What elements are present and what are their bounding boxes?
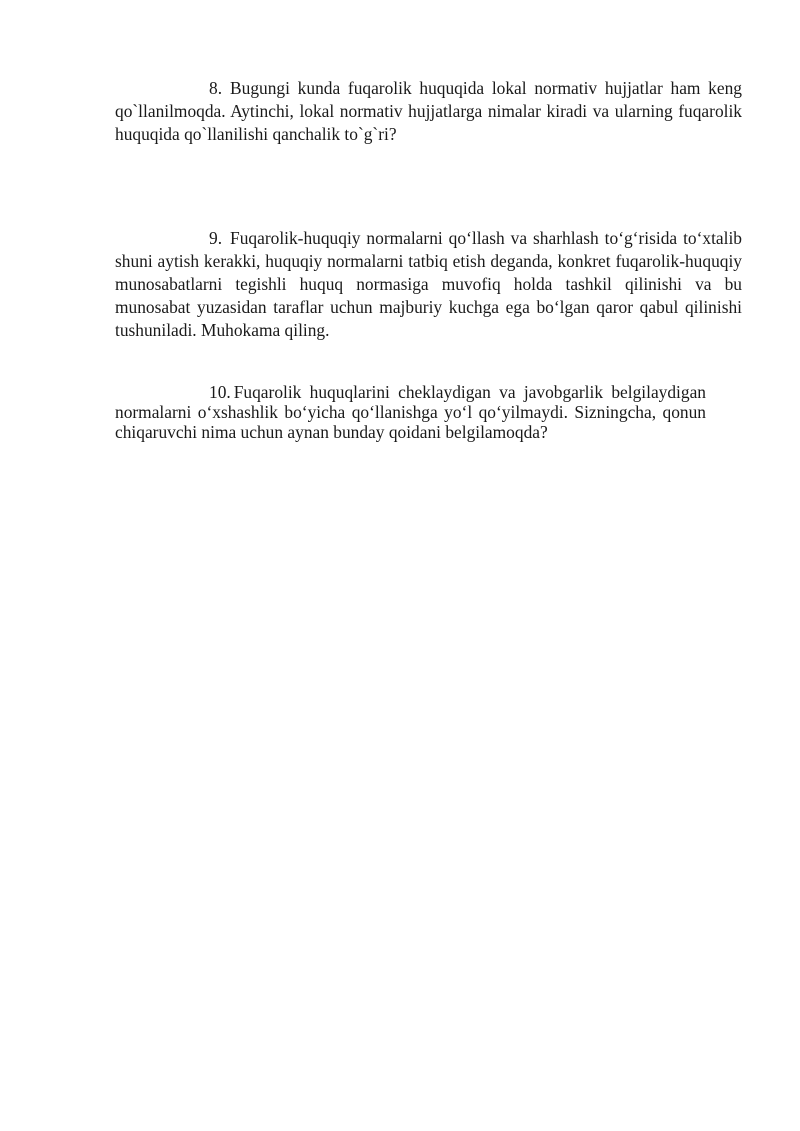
question-number: 10. [209, 382, 231, 402]
question-8 [115, 77, 742, 146]
question-10 [115, 382, 706, 442]
question-number: 8. [209, 78, 223, 98]
question-number: 9. [209, 228, 223, 248]
question-9 [115, 227, 742, 342]
question-text: Fuqarolik-huquqiy normalarni qo‘llash va sharhlash to‘g‘risida to‘xtalib shuni aytish kerakki, huquqiy normalarni tatbiq etish deganda, konkret fuqarolik-huquqiy munosabatlarni tegishli huquq normasiga muvofiq holda tashkil qilinishi va bu munosabat yuzasidan taraflar uchun majburiy kuchga ega bo‘lgan qaror qabul qilinishi tushuniladi. Muhokama qiling. [115, 228, 742, 340]
question-text: Fuqarolik huquqlarini cheklaydigan va javobgarlik belgilaydigan normalarni o‘xshashlik bo‘yicha qo‘llanishga yo‘l qo‘yilmaydi. Sizningcha, qonun chiqaruvchi nima uchun aynan bunday qoidani belgilamoqda? [115, 382, 706, 442]
question-text: Bugungi kunda fuqarolik huquqida lokal normativ hujjatlar ham keng qo`llanilmoqda. Aytinchi, lokal normativ hujjatlarga nimalar kiradi va ularning fuqarolik huquqida qo`llanilishi qanchalik to`g`ri? [115, 78, 742, 144]
